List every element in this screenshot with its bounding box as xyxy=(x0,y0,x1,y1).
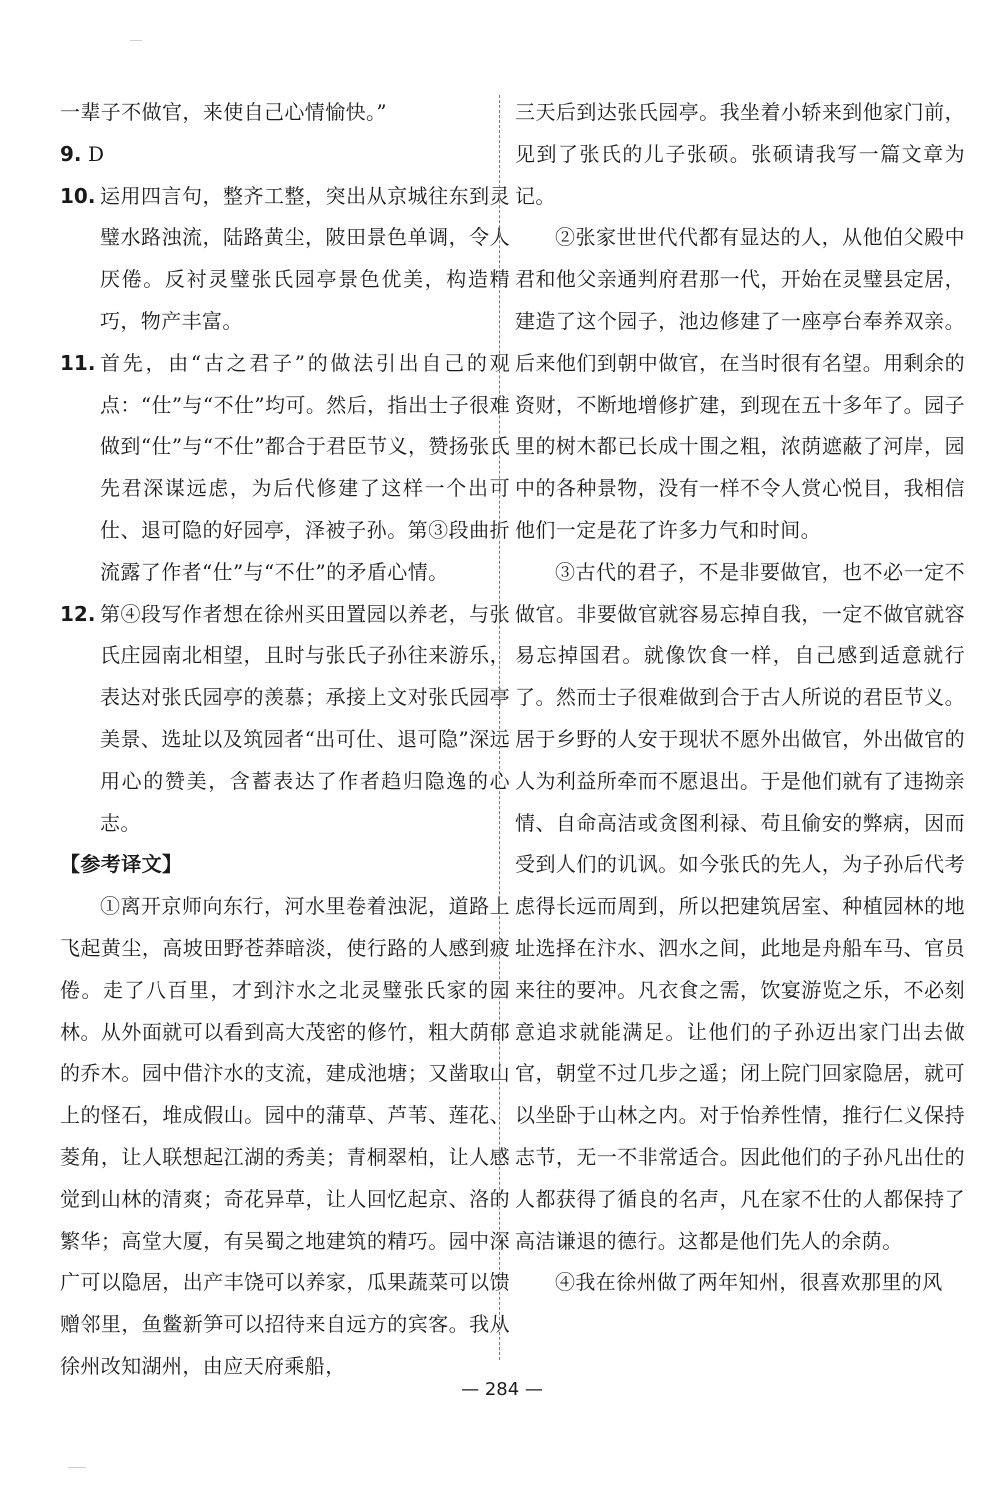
answer-12 xyxy=(60,594,510,845)
scan-artifact xyxy=(130,40,142,41)
column-divider xyxy=(499,95,500,1360)
translation-paragraph-2: ②张家世世代代都有显达的人，从他伯父殿中君和他父亲通判府君那一代，开始在灵璧县定居，建造了这个园子，池边修建了一座亭台奉养双亲。后来他们到朝中做官，在当时很有名望。用剩余的资财，不断地增修扩建，到现在五十多年了。园子里的树木都已长成十围之粗，浓荫遮蔽了河岸，园中的各种景物，没有一样不令人赏心悦目，我相信他们一定是花了许多力气和时间。 xyxy=(515,225,965,542)
translation-paragraph-1: ①离开京师向东行，河水里卷着浊泥，道路上飞起黄尘，高坡田野苍莽暗淡，使行路的人感到疲倦。走了八百里，才到汴水之北灵璧张氏家的园林。从外面就可以看到高大茂密的修竹，粗大荫郁的乔木。园中借汴水的支流，建成池塘；又凿取山上的怪石，堆成假山。园中的蒲草、芦苇、莲花、菱角，让人联想起江湖的秀美；青桐翠柏，让人感觉到山林的清爽；奇花异草，让人回忆起京、洛的繁华；高堂大厦，有吴蜀之地建筑的精巧。园中深广可以隐居，出产丰饶可以养家，瓜果蔬菜可以馈赠邻里，鱼鳖新笋可以招待来自远方的宾客。我从徐州改知湖州，由应天府乘船， xyxy=(60,894,510,1378)
question-number: 9. xyxy=(60,141,82,166)
right-column xyxy=(515,92,965,1304)
answer-11 xyxy=(60,343,510,594)
scan-artifact xyxy=(68,1467,86,1468)
question-number: 12. xyxy=(60,601,96,626)
answer-9 xyxy=(60,134,510,176)
question-number: 11. xyxy=(60,350,96,375)
translation-paragraph-4: ④我在徐州做了两年知州，很喜欢那里的风 xyxy=(555,1270,943,1295)
answer-text: D xyxy=(88,141,105,166)
answer-8-continuation: 一辈子不做官，来使自己心情愉快。” xyxy=(60,100,388,124)
question-number: 10. xyxy=(60,183,96,208)
reference-translation-heading: 【参考译文】 xyxy=(60,852,183,877)
translation-paragraph-3: ③古代的君子，不是非要做官，也不必一定不做官。非要做官就容易忘掉自我，一定不做官就容易忘掉国君。就像饮食一样，自己感到适意就行了。然而士子很难做到合于古人所说的君臣节义。居于乡野的人安于现状不愿外出做官，外出做官的人为利益所牵而不愿退出。于是他们就有了违拗亲情、自命高洁或贪图利禄、苟且偷安的弊病，因而受到人们的讥讽。如今张氏的先人，为子孙后代考虑得长远而周到，所以把建筑居室、种植园林的地址选择在汴水、泗水之间，此地是舟船车马、官员来往的要冲。凡衣食之需，饮宴游览之乐，不必刻意追求就能满足。让他们的子孙迈出家门出去做官，朝堂不过几步之遥；闭上院门回家隐居，就可以坐卧于山林之内。对于怡养性情，推行仁义保持志节，无一不非常适合。因此他们的子孙凡出仕的人都获得了循良的名声，凡在家不仕的人都保持了高洁谦退的德行。这都是他们先人的余荫。 xyxy=(515,559,965,1253)
page-number: — 284 — xyxy=(461,1379,543,1400)
answer-text: 首先，由“古之君子”的做法引出自己的观点：“仕”与“不仕”均可。然后，指出士子很难做到“仕”与“不仕”都合于君臣节义，赞扬张氏先君深谋远虑，为后代修建了这样一个出可仕、退可隐的好园亭，泽被子孙。第③段曲折流露了作者“仕”与“不仕”的矛盾心情。 xyxy=(100,350,510,584)
translation-paragraph-1-continued: 三天后到达张氏园亭。我坐着小轿来到他家门前，见到了张氏的儿子张硕。张硕请我写一篇文章为记。 xyxy=(515,100,965,208)
answer-10 xyxy=(60,176,510,343)
answer-text: 运用四言句，整齐工整，突出从京城往东到灵璧水路浊流，陆路黄尘，陂田景色单调，令人厌倦。反衬灵璧张氏园亭景色优美，构造精巧，物产丰富。 xyxy=(100,183,510,333)
left-column xyxy=(60,92,510,1388)
answer-text: 第④段写作者想在徐州买田置园以养老，与张氏庄园南北相望，且时与张氏子孙往来游乐，表达对张氏园亭的羡慕；承接上文对张氏园亭美景、选址以及筑园者“出可仕、退可隐”深远用心的赞美，含蓄表达了作者趋归隐逸的心志。 xyxy=(100,601,510,835)
